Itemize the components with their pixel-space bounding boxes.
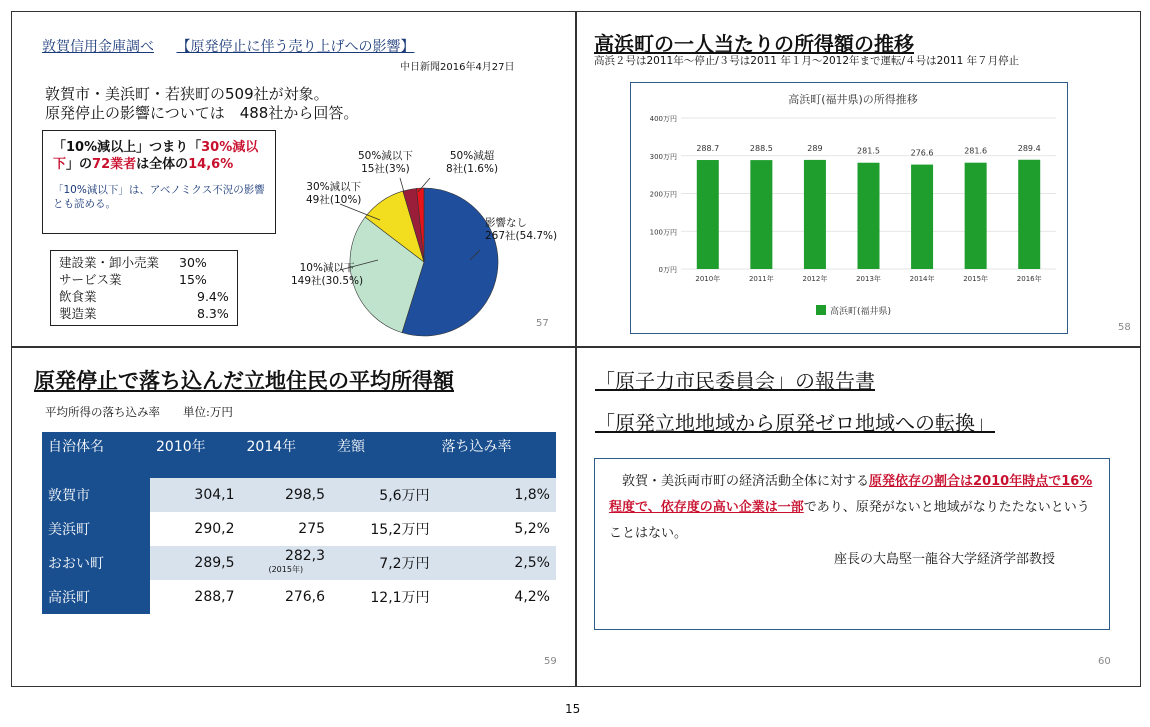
cell-2014 (241, 546, 332, 580)
bar (804, 160, 826, 269)
industry-value: 15% (179, 272, 207, 287)
table-row (42, 478, 556, 512)
highlight-red3: 14,6% (188, 157, 234, 172)
industry-row (59, 305, 229, 322)
pie-label-line1: 30%減以下 (306, 181, 362, 193)
bar-value-label: 289 (807, 143, 823, 153)
cell-diff: 12,1万円 (331, 580, 436, 614)
bar (697, 160, 719, 269)
highlight-text (53, 139, 265, 173)
table-row (42, 580, 556, 614)
x-tick-label: 2016年 (1016, 275, 1042, 283)
industry-list (50, 250, 238, 326)
pie-label-line2: 267社(54.7%) (485, 230, 558, 242)
bar (1018, 160, 1040, 269)
cell-2010: 289,5 (150, 546, 241, 580)
industry-value: 9.4% (197, 289, 229, 304)
highlight-red2: 72業者 (92, 157, 137, 172)
y-tick-label: 200万円 (649, 190, 677, 199)
highlight-part2: 」の (66, 157, 93, 172)
pie-label-line2: 49社(10%) (306, 194, 362, 206)
x-tick-label: 2010年 (695, 275, 721, 283)
slide57-line1: 敦賀市・美浜町・若狭町の509社が対象。 (45, 85, 329, 103)
table-row (42, 512, 556, 546)
bar-chart-box (630, 82, 1068, 334)
report-quote-box (594, 458, 1110, 630)
income-table (42, 432, 556, 614)
pie-label-line1: 50%減以下 (358, 150, 413, 162)
cell-2014: 298,5 (241, 478, 332, 512)
industry-name: 製造業 (59, 306, 97, 321)
cell-2010: 288,7 (150, 580, 241, 614)
bar-value-label: 288.5 (749, 144, 773, 154)
slide60-title2: 「原発立地地域から原発ゼロ地域への転換」 (595, 411, 995, 435)
pie-label-line2: 8社(1.6%) (446, 163, 499, 175)
quote-red2: で16%程度で、依存度の高い企業は一部 (609, 474, 1093, 515)
slide60-page: 60 (1098, 656, 1111, 667)
slide57-title (42, 36, 414, 56)
cell-2014-value: 282,3 (284, 548, 326, 564)
table-header-row (42, 432, 556, 478)
y-tick-label: 0万円 (658, 266, 677, 274)
cell-2010: 290,2 (150, 512, 241, 546)
slide57-intro (45, 85, 358, 123)
bar-value-label: 281.5 (857, 146, 880, 156)
pie-label-line2: 15社(3%) (361, 163, 410, 175)
table-header: 差額 (331, 432, 436, 478)
slide57-page: 57 (536, 318, 549, 329)
report-quote (609, 469, 1095, 547)
slide57-title-left: 敦賀信用金庫調べ (42, 39, 154, 55)
pie-chart (280, 140, 570, 350)
bar (858, 163, 880, 269)
bar-value-label: 289.4 (1017, 143, 1041, 153)
highlight-part3: は全体の (136, 157, 189, 172)
slide57-line2: 原発停止の影響については 488社から回答。 (45, 104, 359, 122)
bar (965, 163, 987, 269)
bar-value-label: 288.7 (696, 144, 720, 154)
y-tick-label: 300万円 (649, 152, 677, 161)
cell-2014: 275 (241, 512, 332, 546)
industry-name: 飲食業 (59, 289, 97, 304)
cell-2014-note: (2015年) (268, 565, 304, 574)
table-header: 2010年 (150, 432, 241, 478)
highlight-part1: 「10%減以上」つまり「 (53, 140, 202, 155)
industry-row (59, 288, 229, 305)
bar-value-label: 281.6 (964, 146, 988, 156)
x-tick-label: 2013年 (856, 275, 881, 283)
divider-horizontal (11, 346, 1141, 348)
row-name: おおい町 (42, 546, 150, 580)
cell-2014: 276,6 (241, 580, 332, 614)
pie-label-line1: 50%減超 (449, 150, 495, 162)
cell-rate: 5,2% (436, 512, 556, 546)
slide57-title-right: 【原発停止に伴う売り上げへの影響】 (176, 39, 415, 55)
quote-red1: 原発依存の割合は2010年時点 (869, 474, 1049, 489)
slide59-title: 原発停止で落ち込んだ立地住民の平均所得額 (34, 369, 454, 393)
table-header: 落ち込み率 (436, 432, 556, 478)
bar-chart (631, 83, 1066, 332)
quote-part2: であり、原発がないと地域がなりたたないということはない。 (609, 500, 1090, 541)
pie-label (291, 262, 363, 288)
quote-part1: 敦賀・美浜両市町の経済活動全体に対する (622, 474, 870, 489)
slide58-page: 58 (1118, 322, 1131, 333)
bar-value-label: 276.6 (910, 148, 934, 158)
pie-label (485, 217, 557, 243)
slide58-title: 高浜町の一人当たりの所得額の推移 (594, 32, 914, 56)
row-name: 敦賀市 (42, 478, 150, 512)
slide57-source: 中日新聞2016年4月27日 (400, 62, 515, 73)
pie-label (306, 181, 361, 207)
x-tick-label: 2015年 (963, 275, 989, 283)
legend-label: 高浜町(福井県) (830, 307, 892, 317)
highlight-red1: 30%減以下 (53, 140, 259, 172)
x-tick-label: 2014年 (909, 275, 935, 283)
divider-vertical (575, 11, 577, 687)
row-name: 美浜町 (42, 512, 150, 546)
industry-name: 建設業・卸小売業 (59, 255, 160, 270)
report-signature: 座長の大島堅一龍谷大学経済学部教授 (833, 552, 1055, 567)
slide58-subtitle: 高浜２号は2011年～停止/３号は2011 年１月～2012年まで運転/４号は2011 年７月停止 (594, 55, 1020, 67)
pie-label-line1: 10%減以下 (299, 262, 355, 274)
industry-row (59, 271, 229, 288)
cell-rate: 1,8% (436, 478, 556, 512)
cell-diff: 15,2万円 (331, 512, 436, 546)
slide57-highlight-box (42, 130, 276, 234)
pie-label-line2: 149社(30.5%) (291, 275, 364, 287)
slide59-subtitle: 平均所得の落ち込み率 単位:万円 (45, 405, 233, 419)
cell-rate: 2,5% (436, 546, 556, 580)
pie-label-line1: 影響なし (485, 217, 527, 229)
pie-label (358, 150, 413, 176)
slide59-page: 59 (544, 656, 557, 667)
pie-label (446, 150, 498, 176)
x-tick-label: 2011年 (748, 275, 774, 283)
x-tick-label: 2012年 (802, 275, 828, 283)
cell-diff: 5,6万円 (331, 478, 436, 512)
industry-value: 8.3% (197, 306, 229, 321)
legend-swatch (816, 305, 826, 315)
y-tick-label: 400万円 (649, 115, 677, 123)
y-tick-label: 100万円 (649, 228, 677, 237)
cell-rate: 4,2% (436, 580, 556, 614)
table-header: 2014年 (241, 432, 332, 478)
bar (750, 160, 772, 269)
row-name: 高浜町 (42, 580, 150, 614)
highlight-note: 「10%減以下」は、アベノミクス不況の影響とも読める。 (53, 184, 265, 210)
cell-diff: 7,2万円 (331, 546, 436, 580)
industry-row (59, 254, 229, 271)
industry-name: サービス業 (59, 272, 122, 287)
slide60-title1: 「原子力市民委員会」の報告書 (595, 369, 875, 393)
chart-title: 高浜町(福井県)の所得推移 (788, 93, 918, 106)
cell-2010: 304,1 (150, 478, 241, 512)
table-row (42, 546, 556, 580)
industry-value: 30% (179, 255, 207, 270)
bar (911, 165, 933, 269)
page-number: 15 (565, 702, 581, 716)
table-header: 自治体名 (42, 432, 150, 478)
